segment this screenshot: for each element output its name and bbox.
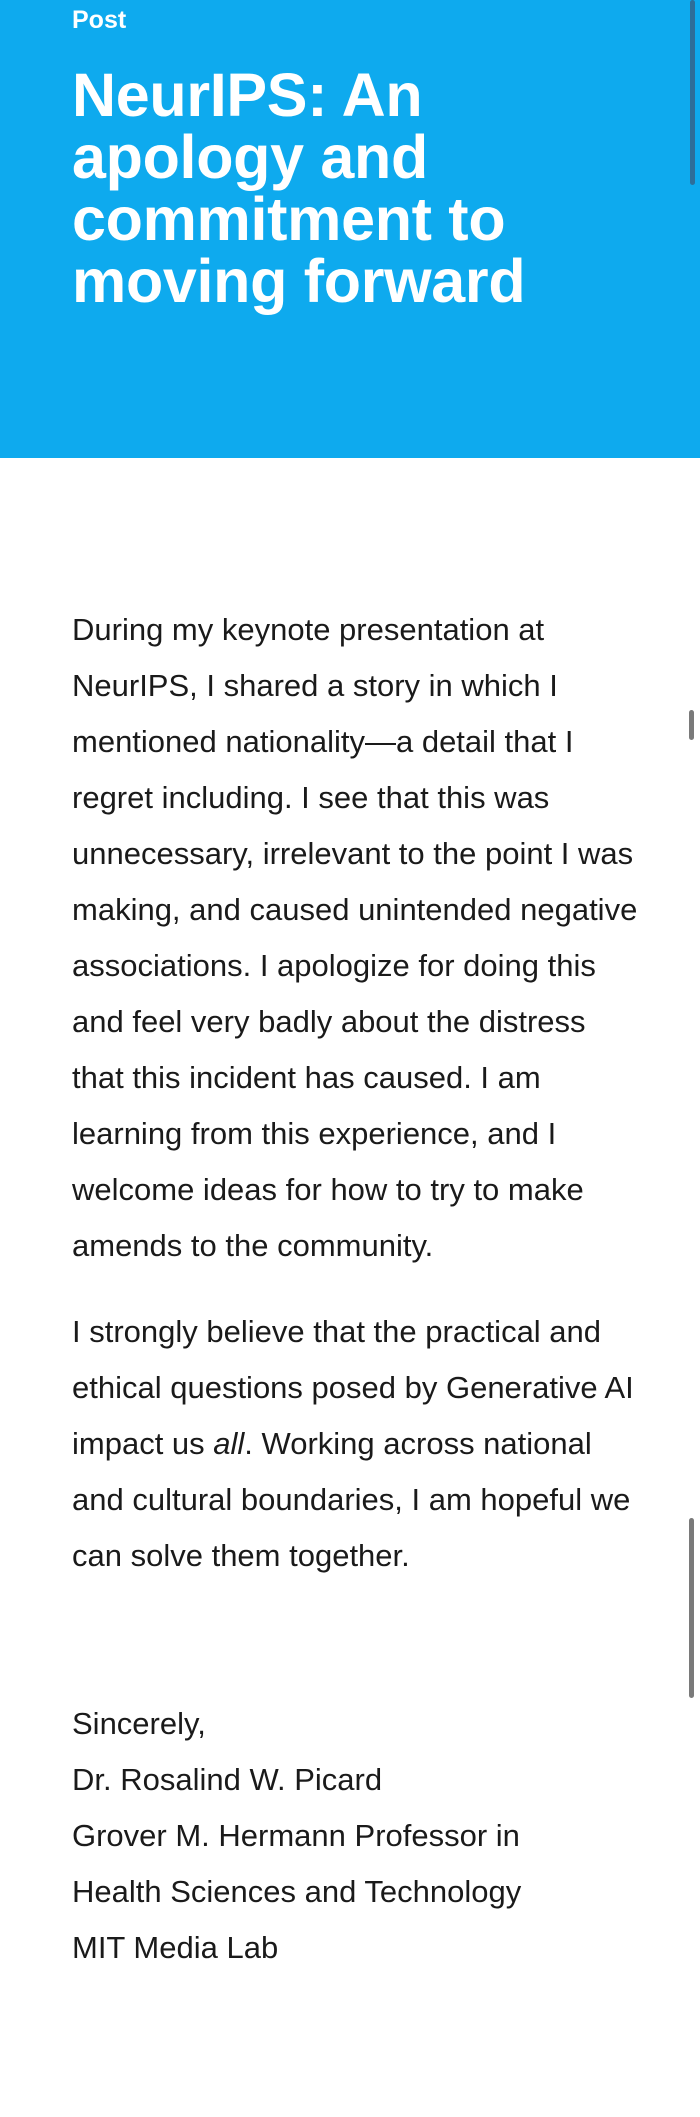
- signoff: Sincerely,: [72, 1706, 206, 1741]
- author-affiliation: MIT Media Lab: [72, 1930, 279, 1965]
- scrollbar-thumb-top[interactable]: [690, 0, 695, 185]
- author-title-line-2: Health Sciences and Technology: [72, 1874, 522, 1909]
- paragraph-2-text-end: . Working across national and cultural boundaries, I am hopeful we can solve them together.: [72, 1426, 631, 1573]
- article-paragraph-1: During my keynote presentation at NeurIPS, I shared a story in which I mentioned nationality—a detail that I regret including. I see that this was unnecessary, irrelevant to the point I was making, and caused unintended negative associations. I apologize for doing this and feel very badly about the distress that this incident has caused. I am learning from this experience, and I welcome ideas for how to try to make amends to the community.: [72, 612, 638, 1263]
- signature-block: [72, 1696, 642, 1976]
- article-body: [72, 602, 642, 1976]
- post-category-label: Post: [72, 6, 127, 34]
- paragraph-2-emphasis: all: [213, 1426, 245, 1461]
- article-paragraph-2: [72, 1304, 642, 1584]
- author-title-line-1: Grover M. Hermann Professor in: [72, 1818, 520, 1853]
- scroll-indicator-small[interactable]: [689, 710, 694, 740]
- page-title: NeurIPS: An apology and commitment to moving forward: [72, 61, 526, 315]
- paragraph-2-text-start: I strongly believe that the practical and ethical questions posed by Generative AI impact us: [72, 1314, 634, 1461]
- scroll-indicator-large[interactable]: [689, 1518, 694, 1698]
- author-name: Dr. Rosalind W. Picard: [72, 1762, 383, 1797]
- hero-banner: [0, 0, 700, 458]
